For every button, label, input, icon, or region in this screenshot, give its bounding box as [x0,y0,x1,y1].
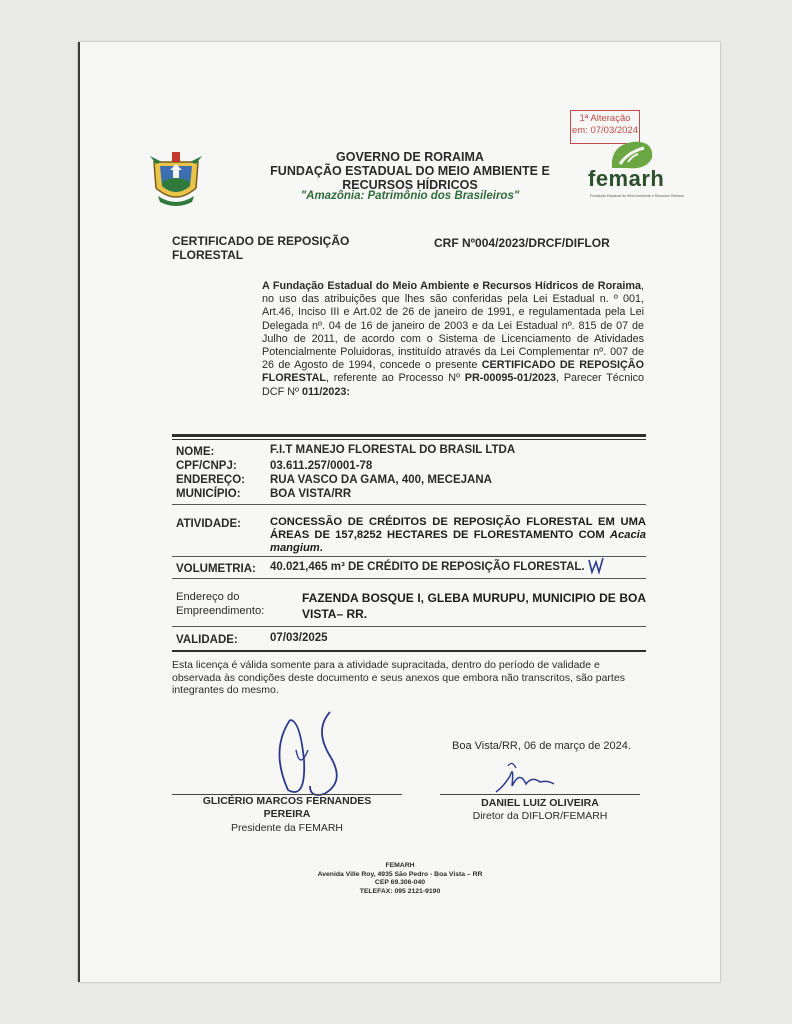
end-emp-value: FAZENDA BOSQUE I, GLEBA MURUPU, MUNICIPIO DE BOA VISTA– RR. [302,591,646,621]
intro-parecer-number: 011/2023: [301,385,350,398]
intro-parecer-label: , Parecer Técnico DCF Nº [262,372,644,398]
signer-right-role: Diretor da DIFLOR/FEMARH [472,810,608,822]
agency-title-line2: RECURSOS HÍDRICOS [342,178,478,192]
divider-bottom [172,650,646,652]
endereco-label: ENDEREÇO: [176,474,246,486]
certificate-title [172,234,372,262]
intro-process-number: PR-00095-01/2023 [464,372,557,385]
footer-line2: Avenida Ville Roy, 4935 São Pedro - Boa Vista – RR [317,870,483,878]
initials-mark-icon [586,554,608,576]
cpf-value: 03.611.257/0001-78 [270,460,373,472]
femarh-logo-text: femarh [588,166,665,191]
signer-left-name [172,795,402,820]
certificate-sheet [78,42,720,982]
footer-address [250,862,550,896]
state-crest-icon [146,148,206,210]
nome-label: NOME: [176,446,215,458]
divider-endereco-emp [172,626,646,627]
municipio-value: BOA VISTA/RR [270,488,352,500]
stamp-line1: 1ª Alteração [579,113,631,124]
gov-title: GOVERNO DE RORAIMA [336,150,484,164]
endereco-value: RUA VASCO DA GAMA, 400, MECEJANA [270,474,492,486]
license-terms: Esta licença é válida somente para a atividade supracitada, dentro do período de validade e observada às condições deste documento e seus anexos que embora não transcritos, são partes integrantes do mesmo. [172,659,625,696]
end-emp-label-line1: Endereço do [176,591,240,603]
divider-top-thin [172,439,646,440]
signature-line-right [440,794,640,795]
divider-atividade [172,556,646,557]
femarh-logo-subtext: Fundação Estadual do Meio Ambiente e Recursos Hídricos [590,194,685,198]
intro-body: , no uso das atribuições que lhes são conferidas pela Lei Estadual n. º 001, Art.46, Inciso III e Art.02 de 26 de janeiro de 1991, e regulamentada pela Lei Delegada nº. 04 de 16 de janeiro de 2003 e da Lei Estadual nº. 815 de 07 de Julho de 2011, de acordo com o Sistema de Licenciamento de Atividades Potencialmente Poluidoras, instituído através da Lei Complementar nº. 007 de 26 de Agosto de 1994, concede o presente [262,280,644,372]
divider-volumetria [172,578,646,579]
certificate-number: CRF Nº004/2023/DRCF/DIFLOR [434,236,610,250]
stamp-line2: em: 07/03/2024 [571,125,639,136]
end-emp-label [176,590,296,618]
validade-value: 07/03/2025 [270,632,328,644]
atividade-end: . [319,542,323,554]
footer-line4: TELEFAX: 095 2121-9190 [359,887,441,895]
motto: "Amazônia: Patrimônio dos Brasileiros" [300,190,520,202]
end-emp-label-line2: Empreendimento: [176,605,265,617]
atividade-label: ATIVIDADE: [176,518,241,530]
agency-title [230,164,590,192]
nome-value: F.I.T MANEJO FLORESTAL DO BRASIL LTDA [270,444,516,456]
divider-top [172,434,646,437]
signer-left-name-line2: PEREIRA [263,807,311,820]
signature-left-icon [260,690,380,802]
validade-label: VALIDADE: [176,634,238,646]
place-date: Boa Vista/RR, 06 de março de 2024. [452,740,631,752]
signer-left-role: Presidente da FEMARH [230,822,344,834]
agency-title-line1: FUNDAÇÃO ESTADUAL DO MEIO AMBIENTE E [270,164,550,178]
atividade-text: CONCESSÃO DE CRÉDITOS DE REPOSIÇÃO FLORESTAL EM UMA ÁREAS DE 157,8252 HECTARES DE FLORESTAMENTO COM [270,516,646,541]
signer-right-name: DANIEL LUIZ OLIVEIRA [481,797,599,809]
intro-paragraph [262,280,644,399]
divider-municipio [172,504,646,505]
volumetria-value: 40.021,465 m³ DE CRÉDITO DE REPOSIÇÃO FLORESTAL. [270,561,585,573]
intro-agency: A Fundação Estadual do Meio Ambiente e Recursos Hídricos de Roraima [262,280,641,292]
footer-line1: FEMARH [385,862,415,869]
intro-cert-name: CERTIFICADO DE REPOSIÇÃO FLORESTAL [262,359,644,385]
atividade-value [270,516,646,555]
cpf-label: CPF/CNPJ: [176,460,237,472]
intro-process-label: , referente ao Processo Nº [325,372,465,385]
certificate-title-line1: CERTIFICADO DE REPOSIÇÃO [172,234,350,248]
footer-line3: CEP 69.306-040 [374,879,426,887]
municipio-label: MUNICÍPIO: [176,488,241,500]
certificate-title-line2: FLORESTAL [172,248,244,262]
signer-left-name-line1: GLICÉRIO MARCOS FERNANDES [202,795,372,807]
volumetria-label: VOLUMETRIA: [176,563,256,575]
atividade-species: Acacia mangium [270,529,646,554]
